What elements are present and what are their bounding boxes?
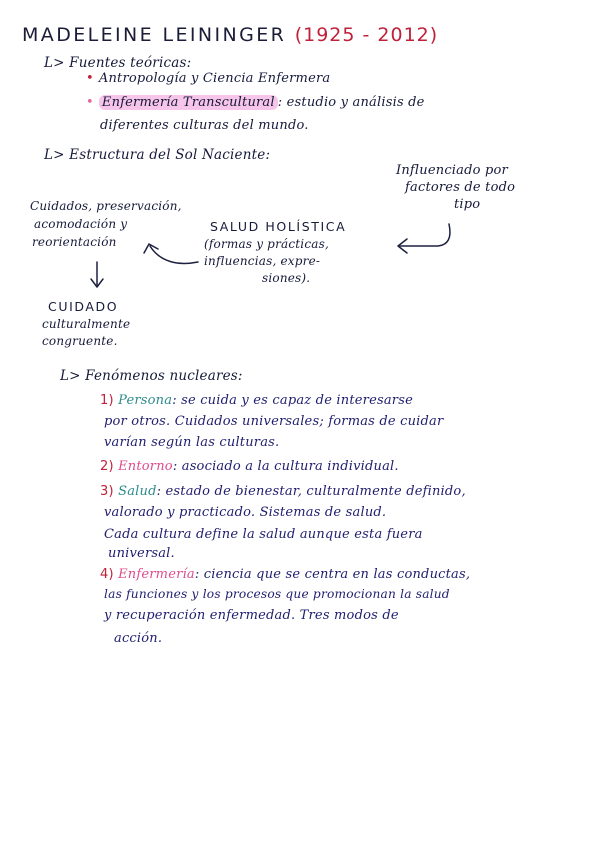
phenomenon-persona: 1) Persona: se cuida y es capaz de interesarse (100, 393, 413, 408)
bullet-icon: • (86, 95, 94, 110)
phenomenon-persona-line-2: por otros. Cuidados universales; formas de cuidar (104, 414, 444, 429)
term-entorno: Entorno (118, 459, 173, 474)
result-title: CUIDADO (48, 299, 119, 314)
sources-heading: L> Fuentes teóricas: (44, 55, 192, 71)
source-item-transcultural: • Enfermería Transcultural : estudio y análisis de (86, 95, 425, 110)
phenomenon-salud-line-3: Cada cultura define la salud aunque esta fuera (104, 527, 423, 542)
highlighted-term: Enfermería Transcultural (99, 95, 278, 110)
phenomena-heading: L> Fenómenos nucleares: (60, 368, 243, 384)
phenomenon-salud-line-2: valorado y practicado. Sistemas de salud. (104, 505, 387, 520)
phenomenon-enfermeria-line-3: y recuperación enfermedad. Tres modos de (104, 608, 399, 623)
term-persona: Persona (118, 393, 173, 408)
care-left-line-2: acomodación y (34, 217, 128, 231)
phenomenon-persona-line-3: varían según las culturas. (104, 435, 280, 450)
holistic-line-2: influencias, expre- (204, 254, 321, 268)
result-line-1: culturalmente (42, 317, 131, 331)
result-line-2: congruente. (42, 334, 118, 348)
bullet-icon: • (86, 71, 94, 86)
holistic-title: SALUD HOLÍSTICA (210, 219, 347, 234)
structure-heading: L> Estructura del Sol Naciente: (44, 147, 271, 163)
holistic-line-3: siones). (262, 271, 311, 285)
care-left-line-3: reorientación (32, 235, 117, 249)
curved-arrow-left-icon (400, 224, 450, 246)
source-item-anthropology: • Antropología y Ciencia Enfermera (86, 71, 331, 86)
care-left-line-1: Cuidados, preservación, (30, 199, 182, 213)
source-item-transcultural-cont: diferentes culturas del mundo. (100, 118, 309, 133)
phenomenon-salud-line-4: universal. (108, 546, 175, 561)
phenomenon-enfermeria: 4) Enfermería: ciencia que se centra en las conductas, (100, 567, 471, 582)
term-salud: Salud (118, 484, 157, 499)
phenomenon-enfermeria-line-2: las funciones y los procesos que promocionan la salud (104, 587, 450, 601)
title-name: MADELEINE LEININGER (22, 24, 287, 46)
influence-line-1: Influenciado por (396, 163, 508, 178)
phenomenon-salud: 3) Salud: estado de bienestar, culturalmente definido, (100, 484, 466, 499)
influence-line-3: tipo (454, 197, 481, 212)
title-years: (1925 - 2012) (294, 24, 439, 46)
holistic-line-1: (formas y prácticas, (204, 237, 329, 251)
influence-line-2: factores de todo (405, 180, 516, 195)
phenomenon-enfermeria-line-4: acción. (114, 631, 163, 646)
term-enfermeria: Enfermería (118, 567, 195, 582)
phenomenon-entorno: 2) Entorno: asociado a la cultura individual. (100, 459, 399, 474)
